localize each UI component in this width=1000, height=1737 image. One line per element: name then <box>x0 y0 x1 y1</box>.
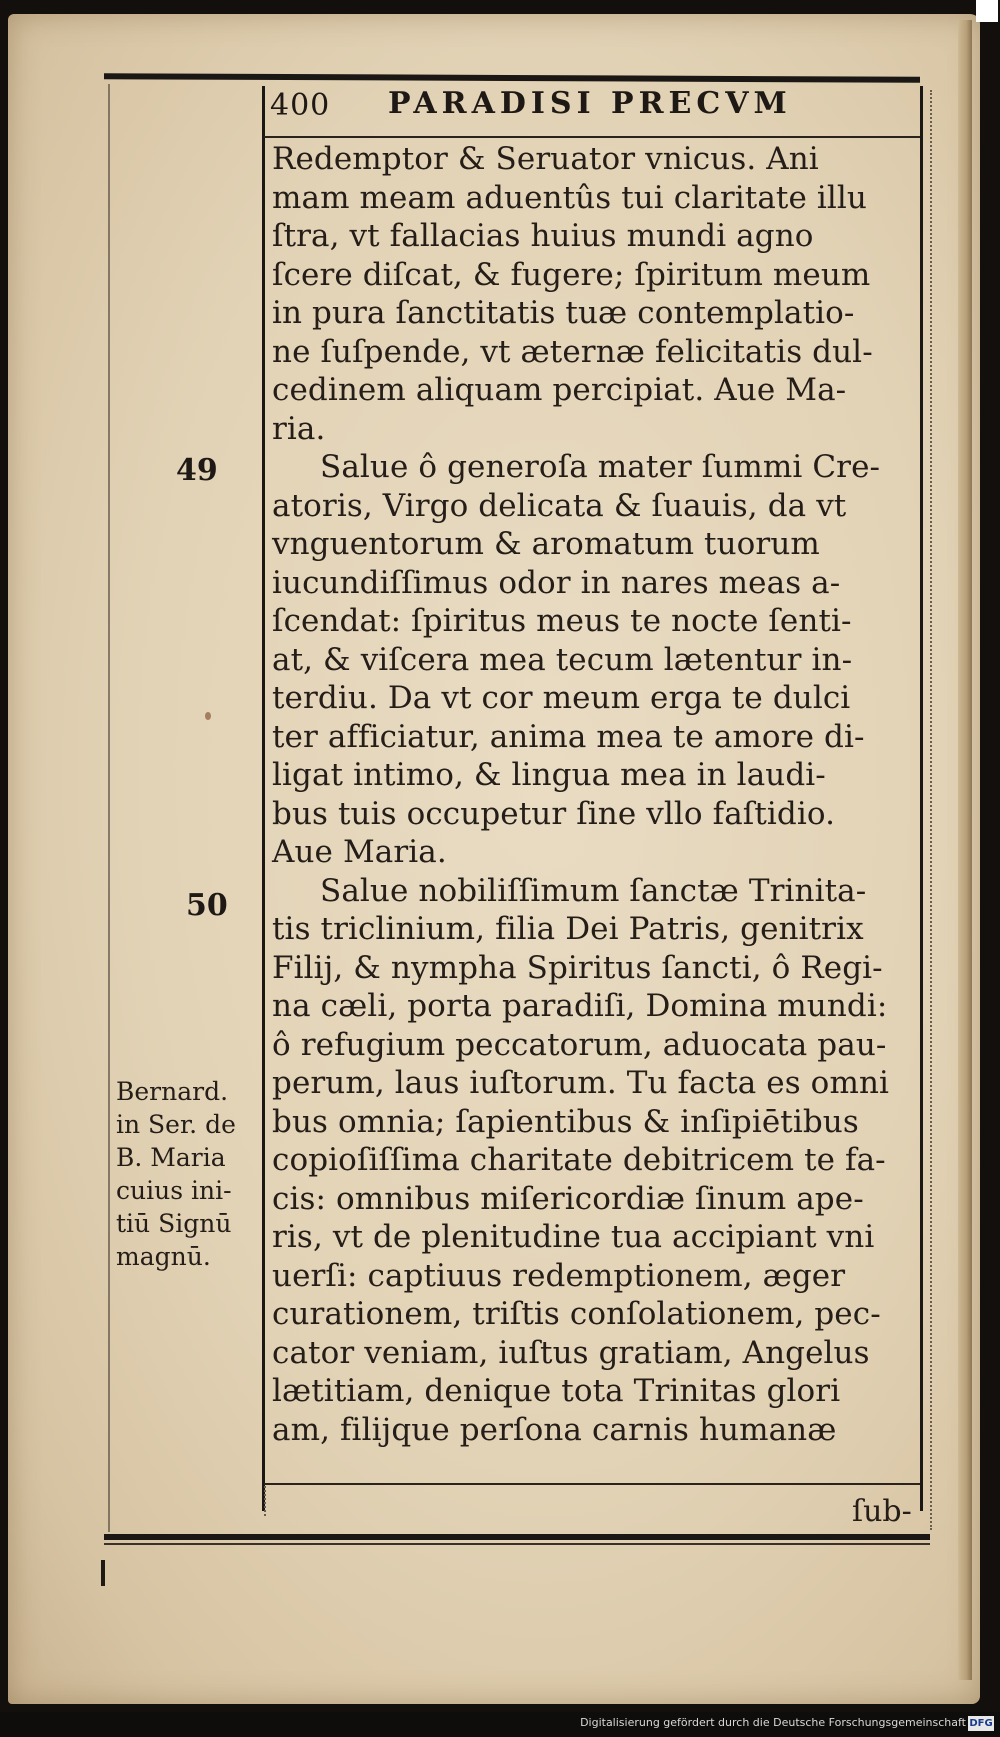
dfg-logo: DFG <box>969 1718 993 1729</box>
text-line: ligat intimo, & lingua mea in laudi- <box>272 757 826 793</box>
prayer-number-49: 49 <box>176 453 218 488</box>
corner-mark <box>976 0 998 22</box>
text-line: Aue Maria. <box>272 834 447 870</box>
text-line: bus tuis occupetur ſine vllo faſtidio. <box>272 795 836 832</box>
text-line: curationem, triſtis conſolationem, pec- <box>272 1296 881 1332</box>
text-line: terdiu. Da vt cor meum erga te dulci <box>272 680 851 716</box>
page-number: 400 <box>270 88 331 123</box>
text-line: cis: omnibus miſericordiæ ſinum ape- <box>272 1180 864 1217</box>
text-line: ria. <box>272 410 326 447</box>
text-line: cator veniam, iuſtus gratiam, Angelus <box>272 1334 870 1371</box>
sidenote-line: B. Maria <box>116 1143 226 1172</box>
catchword: ſub- <box>852 1494 912 1529</box>
column-rule <box>262 86 265 1511</box>
text-line: lætitiam, denique tota Trinitas glori <box>272 1373 841 1409</box>
sidenote-line: tiū Signū <box>116 1209 232 1238</box>
text-line: am, filijque perſona carnis humanæ <box>272 1411 837 1448</box>
text-line: perum, laus iuſtorum. Tu facta es omni <box>272 1065 890 1101</box>
text-line: ſcere diſcat, & fugere; ſpiritum meum <box>272 256 871 293</box>
dotted-rule-left <box>264 1486 266 1516</box>
text-line: Redemptor & Seruator vnicus. Ani <box>272 141 819 177</box>
sidenote-line: cuius ini- <box>116 1176 232 1205</box>
dotted-rule-right <box>930 90 932 1530</box>
margin-left-rule <box>108 84 110 1532</box>
header-underline <box>264 136 920 138</box>
text-line: iucundiſſimus odor in nares meas a- <box>272 564 841 601</box>
marginal-sidenote <box>116 1075 266 1273</box>
text-line: Salue ô generoſa mater ſummi Cre- <box>320 449 881 485</box>
text-line: in pura ſanctitatis tuæ contemplatio- <box>272 295 855 331</box>
sidenote-line: in Ser. de <box>116 1110 236 1139</box>
text-line: cedinem aliquam percipiat. Aue Ma- <box>272 372 847 408</box>
text-bottom-rule <box>264 1483 920 1485</box>
text-line: at, & viſcera mea tecum lætentur in- <box>272 641 853 678</box>
text-line: mam meam aduentûs tui claritate illu <box>272 179 867 216</box>
text-line: ter afficiatur, anima mea te amore di- <box>272 718 865 755</box>
page-edge <box>958 20 972 1680</box>
text-line: ſcendat: ſpiritus meus te nocte ſenti- <box>272 603 852 639</box>
funding-credit: Digitalisierung gefördert durch die Deutsche Forschungsgemeinschaft <box>580 1716 966 1729</box>
paper-stain <box>205 712 211 720</box>
text-line: ne ſuſpende, vt æternæ felicitatis dul- <box>272 333 873 370</box>
sidenote-line: magnū. <box>116 1242 211 1271</box>
text-line: Salue nobiliſſimum ſanctæ Trinita- <box>320 872 867 909</box>
text-line: copioſiſſima charitate debitricem te fa- <box>272 1142 886 1178</box>
margin-tick-mark <box>101 1560 105 1586</box>
text-line: ſtra, vt fallacias huius mundi agno <box>272 218 814 254</box>
body-text <box>272 140 922 1449</box>
text-line: ris, vt de plenitudine tua accipiant vni <box>272 1219 875 1255</box>
sidenote-line: Bernard. <box>116 1077 229 1106</box>
text-line: ô refugium peccatorum, aduocata pau- <box>272 1026 887 1063</box>
prayer-number-50: 50 <box>186 888 228 923</box>
text-line: na cæli, porta paradiſi, Domina mundi: <box>272 988 888 1024</box>
running-title: PARADISI PRECVM <box>388 86 792 121</box>
text-line: vnguentorum & aromatum tuorum <box>272 526 820 562</box>
bottom-rule-thin <box>104 1543 930 1545</box>
text-line: uerſi: captiuus redemptionem, æger <box>272 1257 846 1294</box>
bottom-rule <box>104 1534 930 1540</box>
text-line: bus omnia; ſapientibus & inſipiētibus <box>272 1103 859 1140</box>
text-line: atoris, Virgo delicata & ſuauis, da vt <box>272 487 847 524</box>
text-line: Filij, & nympha Spiritus ſancti, ô Regi- <box>272 949 883 986</box>
text-line: tis triclinium, filia Dei Patris, genitrix <box>272 911 864 947</box>
page-header <box>270 84 910 130</box>
